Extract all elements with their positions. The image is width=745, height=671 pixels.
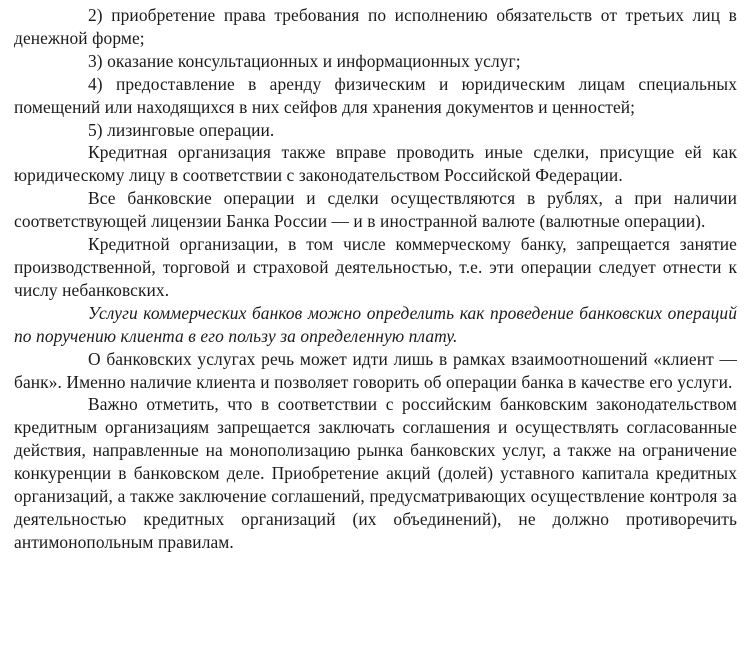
- paragraph-prohibited: Кредитной организации, в том числе коммерческому банку, запрещается занятие производственной, торговой и страховой деятельностью, т.е. эти операции следует отнести к числу небанковских.: [14, 234, 737, 300]
- paragraph-definition: Услуги коммерческих банков можно определить как проведение банковских операций по поручению клиента в его пользу за определенную плату.: [14, 302, 737, 346]
- paragraph-item-3: 3) оказание консультационных и информационных услуг;: [88, 50, 521, 71]
- paragraph-other-deals: Кредитная организация также вправе проводить иные сделки, присущие ей как юридическому лицу в соответствии с законодательством Российской Федерации.: [14, 142, 737, 186]
- paragraph-item-4: 4) предоставление в аренду физическим и юридическим лицам специальных помещений или находящихся в них сейфов для хранения документов и ценностей;: [14, 73, 737, 117]
- paragraph-antimonopoly: Важно отметить, что в соответствии с российским банковским законодательством кредитным организациям запрещается заключать соглашения и осуществлять согласованные действия, направленные на монополизацию рынка банковских услуг, а также на ограничение конкуренции в банковском деле. Приобретение акций (долей) уставного капитала кредитных организаций, а также заключение соглашений, предусматривающих осуществление контроля за деятельностью кредитных организаций (их объединений), не должно противоречить антимонопольным правилам.: [14, 394, 737, 552]
- paragraph-item-5: 5) лизинговые операции.: [88, 119, 275, 140]
- paragraph-currency: Все банковские операции и сделки осуществляются в рублях, а при наличии соответствующей лицензии Банка России — и в иностранной валюте (валютные операции).: [14, 188, 737, 232]
- paragraph-item-2: 2) приобретение права требования по исполнению обязательств от третьих лиц в денежной форме;: [14, 5, 737, 48]
- paragraph-client-bank: О банковских услугах речь может идти лишь в рамках взаимоотношений «клиент — банк». Именно наличие клиента и позволяет говорить об операции банка в качестве его услуги.: [14, 348, 737, 392]
